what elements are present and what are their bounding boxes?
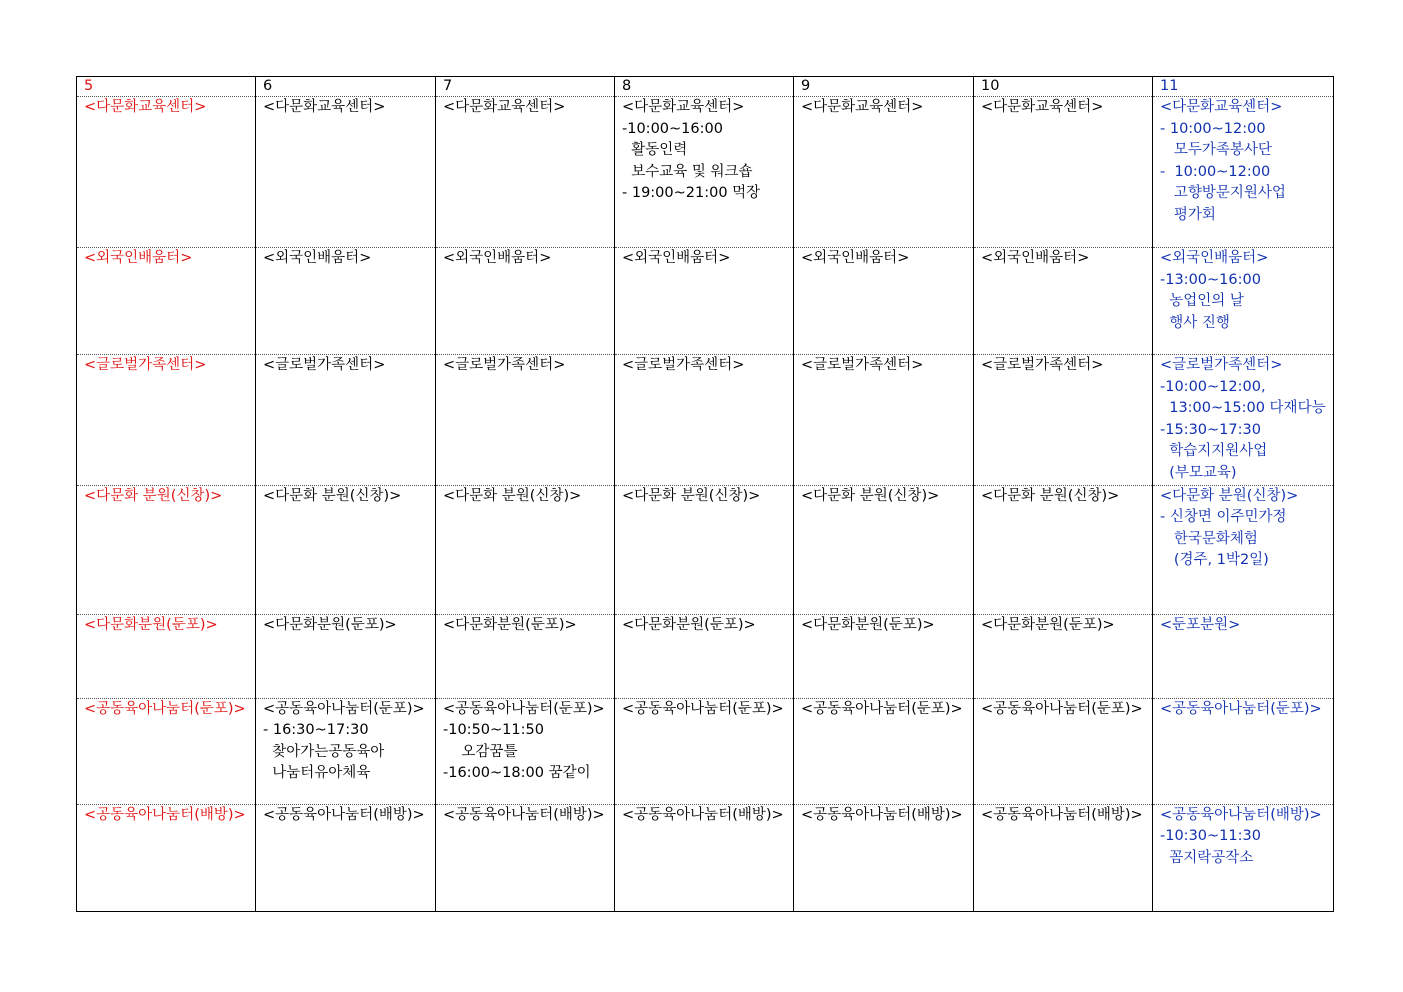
schedule-cell-sunday: [77, 97, 256, 248]
schedule-cell-tuesday: [436, 485, 615, 614]
schedule-cell-sunday: [77, 248, 256, 355]
program-name: <다문화교육센터>: [981, 99, 1104, 115]
program-name: <다문화 분원(신창)>: [981, 487, 1120, 504]
program-name: <다문화 분원(신창)>: [622, 487, 761, 504]
schedule-cell-monday: [256, 485, 436, 614]
program-name: <다문화교육센터>: [1160, 99, 1283, 115]
schedule-cell-thursday: [794, 355, 974, 486]
row-multicultural-education-center: [77, 97, 1334, 248]
program-detail: -10:50~11:50: [443, 722, 544, 739]
schedule-cell-tuesday: [436, 355, 615, 486]
schedule-cell-friday: [974, 97, 1153, 248]
schedule-cell-saturday: [1153, 97, 1334, 248]
schedule-cell-wednesday: [615, 614, 794, 698]
program-detail: 농업인의 날: [1160, 293, 1244, 310]
program-detail: - 16:30~17:30: [263, 722, 369, 739]
program-detail: -16:00~18:00 꿈같이: [443, 765, 591, 782]
program-name: <공동육아나눔터(둔포)>: [1160, 700, 1322, 717]
program-name: <공동육아나눔터(둔포)>: [622, 700, 784, 717]
schedule-cell-saturday: [1153, 248, 1334, 355]
schedule-cell-monday: [256, 804, 436, 911]
date-wednesday: 8: [615, 77, 794, 97]
schedule-cell-tuesday: [436, 97, 615, 248]
program-detail: - 10:00~12:00: [1160, 163, 1271, 180]
schedule-cell-thursday: [794, 614, 974, 698]
program-name: <외국인배움터>: [443, 250, 552, 266]
program-name: <외국인배움터>: [981, 250, 1090, 266]
date-saturday: 11: [1153, 77, 1334, 97]
program-name: <공동육아나눔터(배방)>: [263, 806, 425, 823]
program-detail: 행사 진행: [1160, 314, 1230, 331]
row-multicultural-branch-sinchang: [77, 485, 1334, 614]
program-detail: - 19:00~21:00 먹장: [622, 185, 761, 202]
schedule-cell-monday: [256, 97, 436, 248]
schedule-cell-monday: [256, 614, 436, 698]
program-name: <다문화 분원(신창)>: [443, 487, 582, 504]
schedule-cell-wednesday: [615, 698, 794, 804]
program-detail: 활동인력: [622, 142, 688, 159]
program-name: <외국인배움터>: [801, 250, 910, 266]
program-detail: (경주, 1박2일): [1160, 552, 1269, 569]
schedule-cell-friday: [974, 698, 1153, 804]
date-thursday: 9: [794, 77, 974, 97]
program-detail: 학습지지원사업: [1160, 443, 1268, 460]
schedule-cell-friday: [974, 355, 1153, 486]
program-name: <다문화 분원(신창)>: [84, 487, 223, 504]
program-detail: 13:00~15:00 다재다능: [1160, 400, 1326, 417]
program-detail: 평가회: [1160, 206, 1216, 223]
schedule-cell-wednesday: [615, 804, 794, 911]
program-name: <공동육아나눔터(배방)>: [981, 806, 1143, 823]
program-name: <다문화 분원(신창)>: [801, 487, 940, 504]
program-name: <공동육아나눔터(배방)>: [801, 806, 963, 823]
date-header-row: [77, 77, 1334, 97]
schedule-cell-thursday: [794, 485, 974, 614]
schedule-cell-wednesday: [615, 248, 794, 355]
schedule-cell-friday: [974, 804, 1153, 911]
schedule-cell-thursday: [794, 804, 974, 911]
schedule-cell-saturday: [1153, 614, 1334, 698]
program-name: <글로벌가족센터>: [622, 357, 745, 373]
schedule-cell-wednesday: [615, 97, 794, 248]
program-name: <글로벌가족센터>: [443, 357, 566, 373]
program-name: <외국인배움터>: [263, 250, 372, 266]
schedule-cell-tuesday: [436, 698, 615, 804]
program-name: <외국인배움터>: [622, 250, 731, 266]
program-name: <글로벌가족센터>: [84, 357, 207, 373]
schedule-cell-monday: [256, 248, 436, 355]
date-monday: 6: [256, 77, 436, 97]
schedule-cell-saturday: [1153, 485, 1334, 614]
schedule-cell-thursday: [794, 698, 974, 804]
schedule-cell-sunday: [77, 485, 256, 614]
program-name: <다문화분원(둔포)>: [981, 616, 1115, 633]
program-detail: 나눔터유아체육: [263, 765, 371, 782]
program-detail: 찾아가는공동육아: [263, 743, 385, 760]
program-name: <공동육아나눔터(둔포)>: [801, 700, 963, 717]
program-name: <공동육아나눔터(배방)>: [443, 806, 605, 823]
schedule-cell-wednesday: [615, 355, 794, 486]
schedule-cell-friday: [974, 485, 1153, 614]
program-name: <외국인배움터>: [1160, 250, 1269, 266]
program-detail: -15:30~17:30: [1160, 421, 1261, 438]
row-childcare-sharing-baebang: [77, 804, 1334, 911]
program-name: <공동육아나눔터(둔포)>: [263, 700, 425, 717]
schedule-cell-thursday: [794, 248, 974, 355]
date-sunday: 5: [77, 77, 256, 97]
weekly-schedule-table: [76, 76, 1334, 912]
program-detail: (부모교육): [1160, 464, 1237, 481]
program-name: <다문화 분원(신창)>: [1160, 487, 1299, 504]
date-friday: 10: [974, 77, 1153, 97]
schedule-cell-sunday: [77, 698, 256, 804]
program-detail: 고향방문지원사업: [1160, 185, 1286, 202]
schedule-cell-tuesday: [436, 614, 615, 698]
program-detail: - 10:00~12:00: [1160, 120, 1266, 137]
program-name: <다문화분원(둔포)>: [801, 616, 935, 633]
program-name: <다문화분원(둔포)>: [443, 616, 577, 633]
program-name: <둔포분원>: [1160, 616, 1241, 633]
program-detail: -10:30~11:30: [1160, 828, 1261, 845]
program-name: <공동육아나눔터(배방)>: [84, 806, 246, 823]
program-name: <다문화교육센터>: [622, 99, 745, 115]
program-name: <공동육아나눔터(배방)>: [1160, 806, 1322, 823]
program-name: <글로벌가족센터>: [263, 357, 386, 373]
schedule-cell-sunday: [77, 614, 256, 698]
schedule-cell-sunday: [77, 804, 256, 911]
schedule-cell-monday: [256, 355, 436, 486]
program-detail: -10:00~12:00,: [1160, 378, 1266, 395]
schedule-cell-tuesday: [436, 248, 615, 355]
schedule-cell-sunday: [77, 355, 256, 486]
schedule-cell-friday: [974, 248, 1153, 355]
program-name: <다문화교육센터>: [263, 99, 386, 115]
program-name: <다문화 분원(신창)>: [263, 487, 402, 504]
program-name: <글로벌가족센터>: [981, 357, 1104, 373]
program-name: <공동육아나눔터(둔포)>: [443, 700, 605, 717]
schedule-cell-wednesday: [615, 485, 794, 614]
program-name: <다문화교육센터>: [801, 99, 924, 115]
schedule-cell-thursday: [794, 97, 974, 248]
program-name: <다문화교육센터>: [443, 99, 566, 115]
schedule-cell-friday: [974, 614, 1153, 698]
row-global-family-center: [77, 355, 1334, 486]
program-name: <글로벌가족센터>: [1160, 357, 1283, 373]
program-detail: -13:00~16:00: [1160, 271, 1261, 288]
program-name: <외국인배움터>: [84, 250, 193, 266]
row-multicultural-branch-dunpo: [77, 614, 1334, 698]
program-name: <다문화분원(둔포)>: [622, 616, 756, 633]
schedule-cell-saturday: [1153, 355, 1334, 486]
program-name: <공동육아나눔터(배방)>: [622, 806, 784, 823]
row-foreign-learning-center: [77, 248, 1334, 355]
program-detail: - 신창면 이주민가정: [1160, 509, 1287, 526]
date-tuesday: 7: [436, 77, 615, 97]
program-name: <공동육아나눔터(둔포)>: [981, 700, 1143, 717]
program-detail: 꼼지락공작소: [1160, 849, 1254, 866]
program-name: <공동육아나눔터(둔포)>: [84, 700, 246, 717]
program-name: <다문화교육센터>: [84, 99, 207, 115]
row-childcare-sharing-dunpo: [77, 698, 1334, 804]
schedule-cell-tuesday: [436, 804, 615, 911]
program-name: <글로벌가족센터>: [801, 357, 924, 373]
program-detail: 한국문화체험: [1160, 530, 1258, 547]
schedule-cell-saturday: [1153, 804, 1334, 911]
program-name: <다문화분원(둔포)>: [84, 616, 218, 633]
program-detail: 모두가족봉사단: [1160, 142, 1272, 159]
program-name: <다문화분원(둔포)>: [263, 616, 397, 633]
program-detail: -10:00~16:00: [622, 120, 723, 137]
program-detail: 보수교육 및 워크숍: [622, 163, 753, 180]
schedule-cell-saturday: [1153, 698, 1334, 804]
program-detail: 오감꿈틀: [443, 743, 518, 760]
schedule-cell-monday: [256, 698, 436, 804]
